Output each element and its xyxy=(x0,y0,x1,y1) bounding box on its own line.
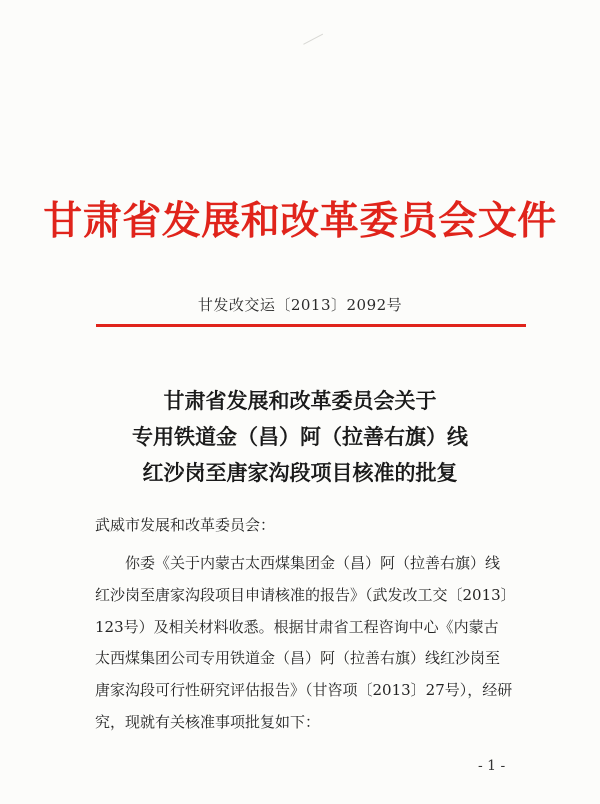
page-number: - 1 - xyxy=(478,758,506,774)
body-line: 究，现就有关核准事项批复如下： xyxy=(95,712,321,731)
title-line: 专用铁道金（昌）阿（拉善右旗）线 xyxy=(132,424,468,449)
red-divider-line xyxy=(96,324,526,327)
body-line: 你委《关于内蒙古太西煤集团金（昌）阿（拉善右旗）线 xyxy=(125,554,501,572)
body-line: 唐家沟段可行性研究评估报告》（甘咨项〔2013〕27号），经研 xyxy=(95,681,513,700)
scan-artifact xyxy=(303,34,329,56)
document-title xyxy=(0,383,600,491)
title-line: 红沙岗至唐家沟段项目核准的批复 xyxy=(142,460,458,485)
body-paragraph xyxy=(95,548,535,739)
title-line: 甘肃省发展和改革委员会关于 xyxy=(163,388,437,413)
recipient-line: 武威市发展和改革委员会： xyxy=(95,516,276,534)
document-number: 甘发改交运〔2013〕2092号 xyxy=(197,296,403,314)
document-header: 甘肃省发展和改革委员会文件 xyxy=(43,198,557,244)
body-line: 123号）及相关材料收悉。根据甘肃省工程咨询中心《内蒙古 xyxy=(95,617,499,636)
body-line: 红沙岗至唐家沟段项目申请核准的报告》（武发改工交〔2013〕 xyxy=(95,585,516,604)
body-line: 太西煤集团公司专用铁道金（昌）阿（拉善右旗）线红沙岗至 xyxy=(95,649,501,668)
